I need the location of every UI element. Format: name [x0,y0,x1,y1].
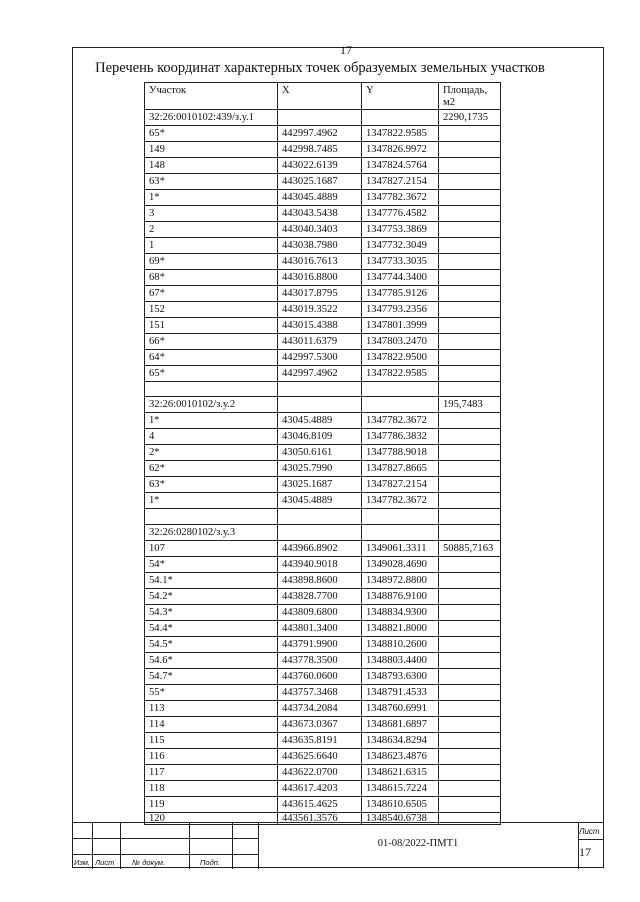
table-row [145,397,501,413]
cell-plot: 54.2* [145,588,278,604]
cell-area [439,190,501,206]
cell-area [439,350,501,366]
cell-area [439,588,501,604]
cell-plot: 54* [145,556,278,572]
cell-plot: 54.1* [145,572,278,588]
cell-plot: 118 [145,780,278,796]
cell-plot: 151 [145,318,278,334]
cell-area [439,142,501,158]
cell-x: 442998.7485 [278,142,362,158]
cell-x: 443022.6139 [278,158,362,174]
sheet-label: Лист [579,827,600,836]
table-row [145,556,501,572]
cell-area [439,254,501,270]
cell-plot: 4 [145,429,278,445]
cell-area [439,222,501,238]
cell-y: 1348821.8000 [362,620,439,636]
page-number-top: 17 [340,43,352,57]
cell-x: 443734.2084 [278,700,362,716]
cell-y: 1348610.6505 [362,796,439,812]
cell-y: 1348615.7224 [362,780,439,796]
cell-plot: 113 [145,700,278,716]
cell-area [439,732,501,748]
table-row [145,668,501,684]
table-row [145,796,501,812]
cell-x: 443760.0600 [278,668,362,684]
cell-x: 443809.6800 [278,604,362,620]
cell-y: 1347744.3400 [362,270,439,286]
cell-plot: 107 [145,540,278,556]
cell-area [439,334,501,350]
cell-plot: 152 [145,302,278,318]
cell-plot: 54.4* [145,620,278,636]
cell-y: 1348876.9100 [362,588,439,604]
cell-x: 43025.7990 [278,461,362,477]
cell-plot: 64* [145,350,278,366]
cell-plot: 68* [145,270,278,286]
cell-area [439,302,501,318]
cell-y: 1347788.9018 [362,445,439,461]
cell-y [362,509,439,524]
cell-x: 442997.5300 [278,350,362,366]
cell-x: 43045.4889 [278,413,362,429]
cell-area [439,238,501,254]
cell-area [439,126,501,142]
cell-x: 443043.5438 [278,206,362,222]
cell-plot: 55* [145,684,278,700]
cell-y: 1347782.3672 [362,190,439,206]
cell-plot: 149 [145,142,278,158]
cell-y: 1347793.2356 [362,302,439,318]
stamp-label-change: Изм. [74,858,90,867]
table-row [145,238,501,254]
cell-y: 1347732.3049 [362,238,439,254]
cell-area [439,509,501,524]
cell-y: 1347776.4582 [362,206,439,222]
stamp-label-signature: Подп. [200,858,220,867]
document-title: Перечень координат характерных точек образуемых земельных участков [95,60,545,76]
cell-plot: 66* [145,334,278,350]
stamp-label-sheet: Лист [95,858,115,867]
table-row [145,429,501,445]
cell-plot: 2* [145,445,278,461]
cell-area [439,700,501,716]
cell-x: 43046.8109 [278,429,362,445]
table-row [145,620,501,636]
table-row [145,126,501,142]
table-row [145,190,501,206]
cell-x: 443757.3468 [278,684,362,700]
table-row [145,318,501,334]
title-block [72,822,604,869]
cell-area [439,572,501,588]
cell-area [439,636,501,652]
cell-y: 1347782.3672 [362,413,439,429]
cell-x: 443025.1687 [278,174,362,190]
table-row [145,540,501,556]
table-row [145,493,501,509]
cell-area [439,493,501,509]
cell-y: 1348791.4533 [362,684,439,700]
table-row [145,350,501,366]
header-plot: Участок [145,83,278,110]
cell-area: 50885,7163 [439,540,501,556]
table-row [145,445,501,461]
cell-x: 442997.4962 [278,366,362,382]
cell-y: 1347822.9500 [362,350,439,366]
cell-plot: 1* [145,190,278,206]
cell-area [439,318,501,334]
cell-y: 1347801.3999 [362,318,439,334]
cell-y [362,397,439,413]
cell-y: 1347822.9585 [362,366,439,382]
table-row [145,270,501,286]
cell-area [439,556,501,572]
cell-y: 1347753.3869 [362,222,439,238]
cell-area [439,206,501,222]
cell-x: 443801.3400 [278,620,362,636]
cell-y: 1348972.8800 [362,572,439,588]
cell-x [278,397,362,413]
table-row [145,302,501,318]
coordinates-table [144,82,501,825]
cell-plot: 1 [145,238,278,254]
cell-plot: 120 [145,812,278,824]
table-row [145,604,501,620]
cell-y: 1348834.9300 [362,604,439,620]
cell-y: 1348621.6315 [362,764,439,780]
cell-x: 443940.9018 [278,556,362,572]
cell-x [278,110,362,126]
cell-plot: 3 [145,206,278,222]
cell-area [439,445,501,461]
cell-plot: 1* [145,493,278,509]
cell-y: 1348623.4876 [362,748,439,764]
cell-y: 1347786.3832 [362,429,439,445]
cell-area [439,413,501,429]
cell-y: 1348760.6991 [362,700,439,716]
cell-area [439,477,501,493]
cell-area [439,748,501,764]
header-area: Площадь, м2 [439,83,501,110]
cell-plot: 54.3* [145,604,278,620]
cell-plot [145,509,278,524]
cell-x [278,524,362,540]
cell-plot: 63* [145,174,278,190]
cell-y: 1347824.5764 [362,158,439,174]
table-row [145,716,501,732]
document-code: 01-08/2022-ПМТ1 [377,838,459,849]
cell-area [439,764,501,780]
cell-x: 43050.6161 [278,445,362,461]
cell-x: 443045.4889 [278,190,362,206]
cell-area [439,382,501,397]
cell-x: 443791.9900 [278,636,362,652]
cell-area [439,524,501,540]
cell-x: 443635.8191 [278,732,362,748]
cell-x [278,509,362,524]
stamp-divider [120,823,121,869]
cell-x: 443038.7980 [278,238,362,254]
table-row [145,524,501,540]
cell-y: 1347785.9126 [362,286,439,302]
cell-area [439,604,501,620]
table-row [145,780,501,796]
cell-y: 1347826.9972 [362,142,439,158]
cell-y: 1347782.3672 [362,493,439,509]
stamp-row-line [72,854,258,855]
cell-plot: 65* [145,126,278,142]
table-row [145,174,501,190]
cell-y: 1347827.2154 [362,477,439,493]
cell-y: 1348803.4400 [362,652,439,668]
cell-y: 1348540.6738 [362,812,439,824]
cell-area [439,796,501,812]
cell-area [439,716,501,732]
cell-plot: 32:26:0010102:439/з.у.1 [145,110,278,126]
cell-plot: 1* [145,413,278,429]
header-y: Y [362,83,439,110]
cell-y: 1347803.2470 [362,334,439,350]
table-row [145,382,501,397]
cell-plot: 114 [145,716,278,732]
cell-y: 1347827.8665 [362,461,439,477]
cell-x: 443828.7700 [278,588,362,604]
cell-plot: 119 [145,796,278,812]
cell-plot: 63* [145,477,278,493]
cell-plot: 67* [145,286,278,302]
table-row [145,286,501,302]
cell-plot: 117 [145,764,278,780]
cell-x: 443017.8795 [278,286,362,302]
table-row [145,509,501,524]
cell-y: 1349028.4690 [362,556,439,572]
cell-plot: 54.5* [145,636,278,652]
cell-x: 443778.3500 [278,652,362,668]
table-row [145,254,501,270]
cell-x: 443015.4388 [278,318,362,334]
table-row [145,700,501,716]
cell-y: 1349061.3311 [362,540,439,556]
cell-y: 1348634.8294 [362,732,439,748]
cell-x: 43025.1687 [278,477,362,493]
cell-plot: 62* [145,461,278,477]
cell-x: 443016.7613 [278,254,362,270]
cell-area [439,158,501,174]
stamp-label-docnum: № докум. [132,858,166,867]
cell-x: 443615.4625 [278,796,362,812]
cell-area [439,620,501,636]
table-row [145,334,501,350]
cell-y [362,110,439,126]
cell-x: 43045.4889 [278,493,362,509]
cell-plot: 65* [145,366,278,382]
cell-area [439,270,501,286]
cell-y: 1347827.2154 [362,174,439,190]
cell-plot: 2 [145,222,278,238]
stamp-row-line [578,839,604,840]
stamp-divider [92,823,93,869]
cell-area [439,429,501,445]
cell-y: 1348681.6897 [362,716,439,732]
cell-plot: 32:26:0280102/з.у.3 [145,524,278,540]
table-row [145,764,501,780]
table-row [145,588,501,604]
cell-x: 443561.3576 [278,812,362,824]
stamp-row-line [72,838,258,839]
table-row [145,477,501,493]
cell-area: 195,7483 [439,397,501,413]
sheet-number: 17 [579,845,591,859]
cell-y [362,382,439,397]
cell-y: 1347822.9585 [362,126,439,142]
table-row [145,461,501,477]
cell-plot: 32:26:0010102/з.у.2 [145,397,278,413]
cell-area: 2290,1735 [439,110,501,126]
cell-plot: 54.6* [145,652,278,668]
table-row [145,684,501,700]
cell-x: 443673.0367 [278,716,362,732]
cell-y [362,524,439,540]
cell-area [439,366,501,382]
cell-x: 443622.0700 [278,764,362,780]
table-row [145,572,501,588]
table-row [145,142,501,158]
cell-x: 443040.3403 [278,222,362,238]
table-row [145,206,501,222]
cell-x: 443617.4203 [278,780,362,796]
cell-area [439,461,501,477]
table-row [145,413,501,429]
cell-area [439,652,501,668]
cell-y: 1348793.6300 [362,668,439,684]
stamp-divider [232,823,233,869]
cell-area [439,286,501,302]
cell-y: 1348810.2600 [362,636,439,652]
table-row [145,110,501,126]
cell-plot: 69* [145,254,278,270]
cell-x: 443016.8800 [278,270,362,286]
cell-y: 1347733.3035 [362,254,439,270]
cell-x: 443625.6640 [278,748,362,764]
cell-area [439,668,501,684]
table-row [145,366,501,382]
cell-x: 443019.3522 [278,302,362,318]
cell-plot: 148 [145,158,278,174]
cell-plot: 54.7* [145,668,278,684]
cell-x: 442997.4962 [278,126,362,142]
table-row [145,748,501,764]
cell-x: 443966.8902 [278,540,362,556]
table-row [145,652,501,668]
table-row [145,222,501,238]
cell-area [439,780,501,796]
cell-plot: 116 [145,748,278,764]
cell-plot [145,382,278,397]
cell-x: 443898.8600 [278,572,362,588]
table-row [145,158,501,174]
stamp-divider [189,823,190,869]
cell-area [439,174,501,190]
header-x: X [278,83,362,110]
cell-plot: 115 [145,732,278,748]
table-row [145,636,501,652]
cell-x: 443011.6379 [278,334,362,350]
table-row [145,732,501,748]
cell-x [278,382,362,397]
cell-area [439,684,501,700]
table-header-row [145,83,501,110]
